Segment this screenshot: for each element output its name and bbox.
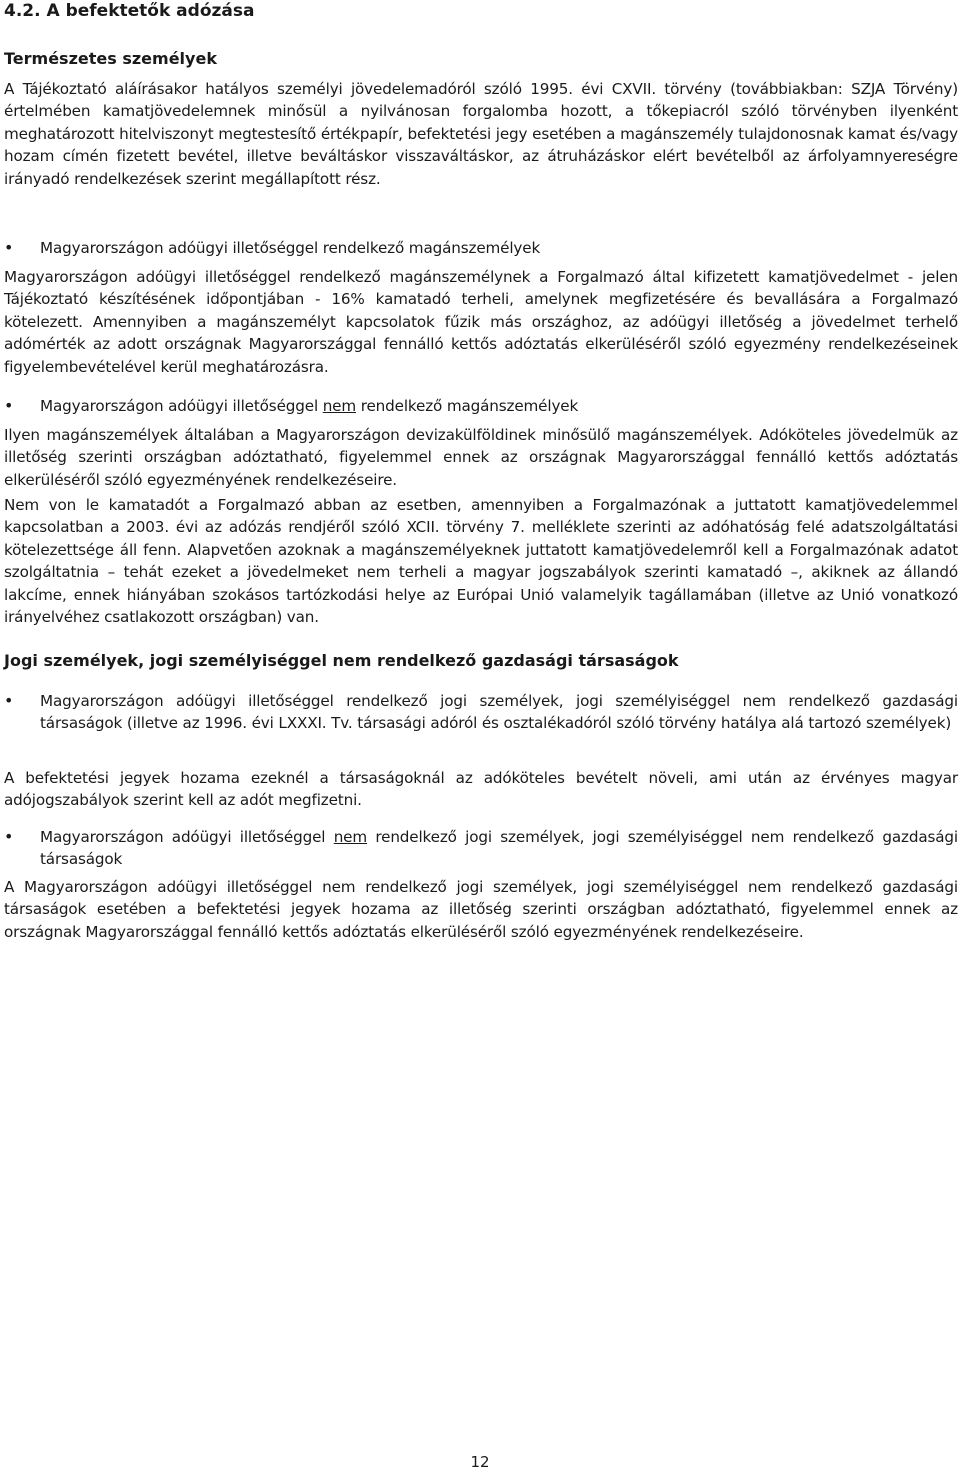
page-number: 12 <box>470 1453 490 1471</box>
bullet-icon: • <box>4 827 14 846</box>
bullet-icon: • <box>4 691 14 710</box>
subheading-natural-persons: Természetes személyek <box>4 49 217 68</box>
paragraph-resident-legal-entities: A befektetési jegyek hozama ezeknél a társaságoknál az adóköteles bevételt növeli, ami után az érvényes magyar adójogszabályok szerint kell az adót megfizetni. <box>4 769 958 810</box>
bullet-nonresident-legal-entities <box>4 826 958 871</box>
paragraph-nonresident-individuals-1: Ilyen magánszemélyek általában a Magyarországon devizakülföldinek minősülő magánszemélyek. Adóköteles jövedelmük az illetőség szerinti országban adóztatható, figyelemmel ennek az országnak Magyarországgal fennálló kettős adóztatás elkerüléséről szóló egyezményének rendelkezéseire. <box>4 426 958 489</box>
bullet-nonresident-individuals <box>4 395 958 417</box>
bullet-text: Magyarországon adóügyi illetőséggel rendelkező jogi személyek, jogi személyiséggel nem rendelkező gazdasági társaságok (illetve az 1996. évi LXXXI. Tv. társasági adóról és osztalékadóról szóló törvény hatálya alá tartozó személyek) <box>40 692 958 733</box>
bullet-resident-legal-entities <box>4 690 958 735</box>
bullet-icon: • <box>4 238 14 257</box>
bullet-resident-individuals <box>4 237 958 259</box>
paragraph-nonresident-legal-entities: A Magyarországon adóügyi illetőséggel nem rendelkező jogi személyek, jogi személyiséggel nem rendelkező gazdasági társaságok esetében a befektetési jegyek hozama az illetőség szerinti országban adóztatható, figyelemmel ennek az országnak Magyarországgal fennálló kettős adóztatás elkerüléséről szóló egyezményének rendelkezéseire. <box>4 878 958 941</box>
paragraph-resident-individuals: Magyarországon adóügyi illetőséggel rendelkező magánszemélynek a Forgalmazó által kifizetett kamatjövedelmet - jelen Tájékoztató készítésének időpontjában - 16% kamatadó terheli, amelynek megfizetésére és bevallására a Forgalmazó kötelezett. Amennyiben a magánszemélyt kapcsolatok fűzik más országhoz, az adóügyi illetőség a jövedelmet terhelő adómérték az adott országnak Magyarországgal fennálló kettős adóztatás elkerüléséről szóló egyezmény rendelkezéseinek figyelembevételével kerül meghatározásra. <box>4 268 958 376</box>
paragraph-nonresident-individuals-2: Nem von le kamatadót a Forgalmazó abban az esetben, amennyiben a Forgalmazónak a juttatott kamatjövedelemmel kapcsolatban a 2003. évi az adózás rendjéről szóló XCII. törvény 7. melléklete szerinti az adóhatóság felé adatszolgáltatási kötelezettsége áll fenn. Alapvetően azoknak a magánszemélyeknek juttatott kamatjövedelemről kell a Forgalmazónak adatot szolgáltatnia – tehát ezeket a jövedelmeket nem terheli a magyar jogszabályok szerinti kamatadó –, akiknek az állandó lakcíme, ennek hiányában szokásos tartózkodási helye az Európai Unió valamelyik tagállamában (illetve az Unió vonatkozó irányelvéhez csatlakozott országban) van. <box>4 496 958 627</box>
intro-paragraph: A Tájékoztató aláírásakor hatályos személyi jövedelemadóról szóló 1995. évi CXVII. törvény (továbbiakban: SZJA Törvény) értelmében kamatjövedelemnek minősül a nyilvánosan forgalomba hozott, a tőkepiacról szóló törvényben ilyenként meghatározott hitelviszonyt megtestesítő értékpapír, befektetési jegy esetében a magánszemély tulajdonosnak kamat és/vagy hozam címén fizetett bevétel, illetve beváltáskor visszaváltáskor, az átruházáskor elért bevételből az árfolyamnyereségre irányadó rendelkezések szerint megállapított rész. <box>4 80 958 188</box>
bullet-text: Magyarországon adóügyi illetőséggel nem rendelkező jogi személyek, jogi személyiséggel nem rendelkező gazdasági társaságok <box>40 828 958 869</box>
subheading-legal-entities: Jogi személyek, jogi személyiséggel nem rendelkező gazdasági társaságok <box>4 651 679 670</box>
bullet-icon: • <box>4 396 14 415</box>
bullet-text: Magyarországon adóügyi illetőséggel nem rendelkező magánszemélyek <box>40 397 579 415</box>
section-title: 4.2. A befektetők adózása <box>4 1 255 21</box>
bullet-text: Magyarországon adóügyi illetőséggel rendelkező magánszemélyek <box>40 239 541 257</box>
